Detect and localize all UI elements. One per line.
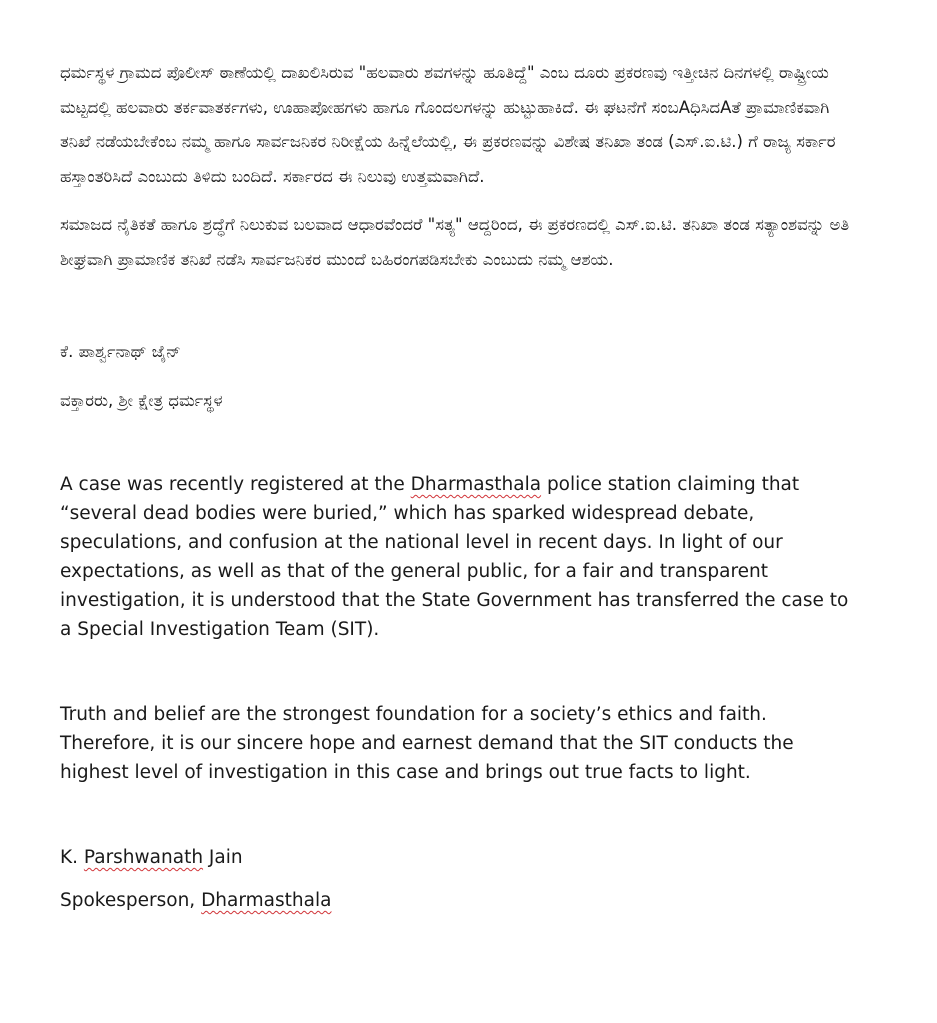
english-paragraph-2: Truth and belief are the strongest foundation for a society’s ethics and faith. Therefore, it is our sincere hope and earnest demand that the SIT conducts the highest level of investigation in this case and brings out true facts to light. xyxy=(60,704,794,783)
english-paragraph-1-rest: police station claiming that “several dead bodies were buried,” which has sparked widespread debate, speculations, and confusion at the national level in recent days. In light of our expectations, as well as that of the general public, for a fair and transparent investigation, it is understood that the State Government has transferred the case to a Special Investigation Team (SIT). xyxy=(60,474,849,640)
kannada-paragraph-2: ಸಮಾಜದ ನೈತಿಕತೆ ಹಾಗೂ ಶ್ರದ್ಧೆಗೆ ನಿಲುಕುವ ಬಲವಾದ ಆಧಾರವೆಂದರೆ "ಸತ್ಯ" ಆದ್ದರಿಂದ, ಈ ಪ್ರಕರಣದಲ್ಲಿ ಎಸ್.ಐ.ಟಿ. ತನಿಖಾ ತಂಡ ಸತ್ಯಾಂಶವನ್ನು ಅತಿ ಶೀಘ್ರವಾಗಿ ಪ್ರಾಮಾಣಿಕ ತನಿಖೆ ನಡೆಸಿ ಸಾರ್ವಜನಿಕರ ಮುಂದೆ ಬಹಿರಂಗಪಡಿಸಬೇಕು ಎಂಬುದು ನಮ್ಮ ಆಶಯ. xyxy=(60,215,850,269)
english-signature-name xyxy=(60,843,860,872)
english-signature-role xyxy=(60,886,860,915)
spellcheck-word-parshwanath[interactable]: Parshwanath xyxy=(83,847,204,868)
kannada-signature-role: ವಕ್ತಾರರು, ಶ್ರೀ ಕ್ಷೇತ್ರ ಧರ್ಮಸ್ಥಳ xyxy=(60,390,223,410)
role-prefix: Spokesperson, xyxy=(60,890,202,911)
letter-page xyxy=(60,56,860,915)
kannada-signature-name: ಕೆ. ಪಾರ್ಶ್ವನಾಥ್ ಜೈನ್ xyxy=(60,342,181,361)
spellcheck-word-dharmasthala[interactable]: Dharmasthala xyxy=(410,474,542,495)
english-paragraph-1-start: A case was recently registered at the xyxy=(60,474,411,495)
kannada-paragraph-1: ಧರ್ಮಸ್ಥಳ ಗ್ರಾಮದ ಪೊಲೀಸ್ ಠಾಣೆಯಲ್ಲಿ ದಾಖಲಿಸಿರುವ "ಹಲವಾರು ಶವಗಳನ್ನು ಹೂತಿದ್ದೆ" ಎಂಬ ದೂರು ಪ್ರಕರಣವು ಇತ್ತೀಚಿನ ದಿನಗಳಲ್ಲಿ ರಾಷ್ಟ್ರೀಯ ಮಟ್ಟದಲ್ಲಿ ಹಲವಾರು ತರ್ಕವಾತರ್ಕಗಳು, ಊಹಾಪೋಹಗಳು ಹಾಗೂ ಗೊಂದಲಗಳನ್ನು ಹುಟ್ಟುಹಾಕಿದೆ. ಈ ಘಟನೆಗೆ ಸಂಬAಧಿಸಿದAತೆ ಪ್ರಾಮಾಣಿಕವಾಗಿ ತನಿಖೆ ನಡೆಯಬೇಕೆಂಬ ನಮ್ಮ ಹಾಗೂ ಸಾರ್ವಜನಿಕರ ನಿರೀಕ್ಷೆಯ ಹಿನ್ನೆಲೆಯಲ್ಲಿ, ಈ ಪ್ರಕರಣವನ್ನು ವಿಶೇಷ ತನಿಖಾ ತಂಡ (ಎಸ್.ಐ.ಟಿ.) ಗೆ ರಾಜ್ಯ ಸರ್ಕಾರ ಹಸ್ತಾಂತರಿಸಿದೆ ಎಂಬುದು ತಿಳಿದು ಬಂದಿದೆ. ಸರ್ಕಾರದ ಈ ನಿಲುವು ಉತ್ತಮವಾಗಿದೆ. xyxy=(60,63,836,186)
spellcheck-word-dharmasthala-role[interactable]: Dharmasthala xyxy=(201,890,332,911)
signature-surname: Jain xyxy=(203,847,243,868)
english-paragraph-1 xyxy=(60,470,860,644)
signature-initial: K. xyxy=(60,847,84,868)
